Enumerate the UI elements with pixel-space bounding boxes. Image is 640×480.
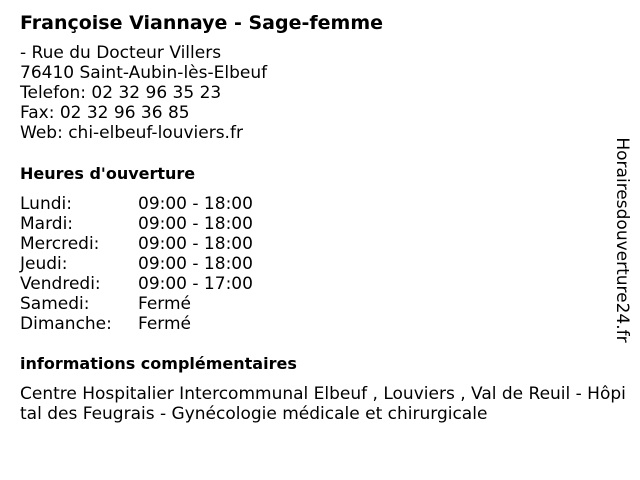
address-street: - Rue du Docteur Villers [20, 43, 222, 63]
day-label: Jeudi: [20, 254, 68, 274]
time-value: 09:00 - 18:00 [138, 234, 253, 254]
day-label: Lundi: [20, 194, 72, 214]
day-label: Dimanche: [20, 314, 112, 334]
time-value: 09:00 - 18:00 [138, 194, 253, 214]
time-value: Fermé [138, 294, 192, 314]
hours-heading: Heures d'ouverture [20, 164, 196, 183]
page-title: Françoise Viannaye - Sage-femme [20, 12, 384, 34]
info-description: Centre Hospitalier Intercommunal Elbeuf , Louviers , Val de Reuil - Hôpital des Feugrais - Gynécologie médicale et chirurgicale [20, 384, 626, 424]
time-value: 09:00 - 17:00 [138, 274, 253, 294]
fax-number: Fax: 02 32 96 36 85 [20, 103, 190, 123]
day-label: Vendredi: [20, 274, 101, 294]
phone-number[interactable]: Telefon: 02 32 96 35 23 [20, 83, 222, 103]
address-city: 76410 Saint-Aubin-lès-Elbeuf [20, 63, 268, 83]
info-heading: informations complémentaires [20, 354, 297, 373]
contact-block [20, 43, 267, 143]
day-label: Samedi: [20, 294, 90, 314]
website-link[interactable]: Web: chi-elbeuf-louviers.fr [20, 123, 243, 143]
time-value: Fermé [138, 314, 192, 334]
day-label: Mercredi: [20, 234, 100, 254]
site-watermark: Horairesdouverture24.fr [612, 137, 632, 343]
time-value: 09:00 - 18:00 [138, 254, 253, 274]
time-value: 09:00 - 18:00 [138, 214, 253, 234]
day-label: Mardi: [20, 214, 74, 234]
